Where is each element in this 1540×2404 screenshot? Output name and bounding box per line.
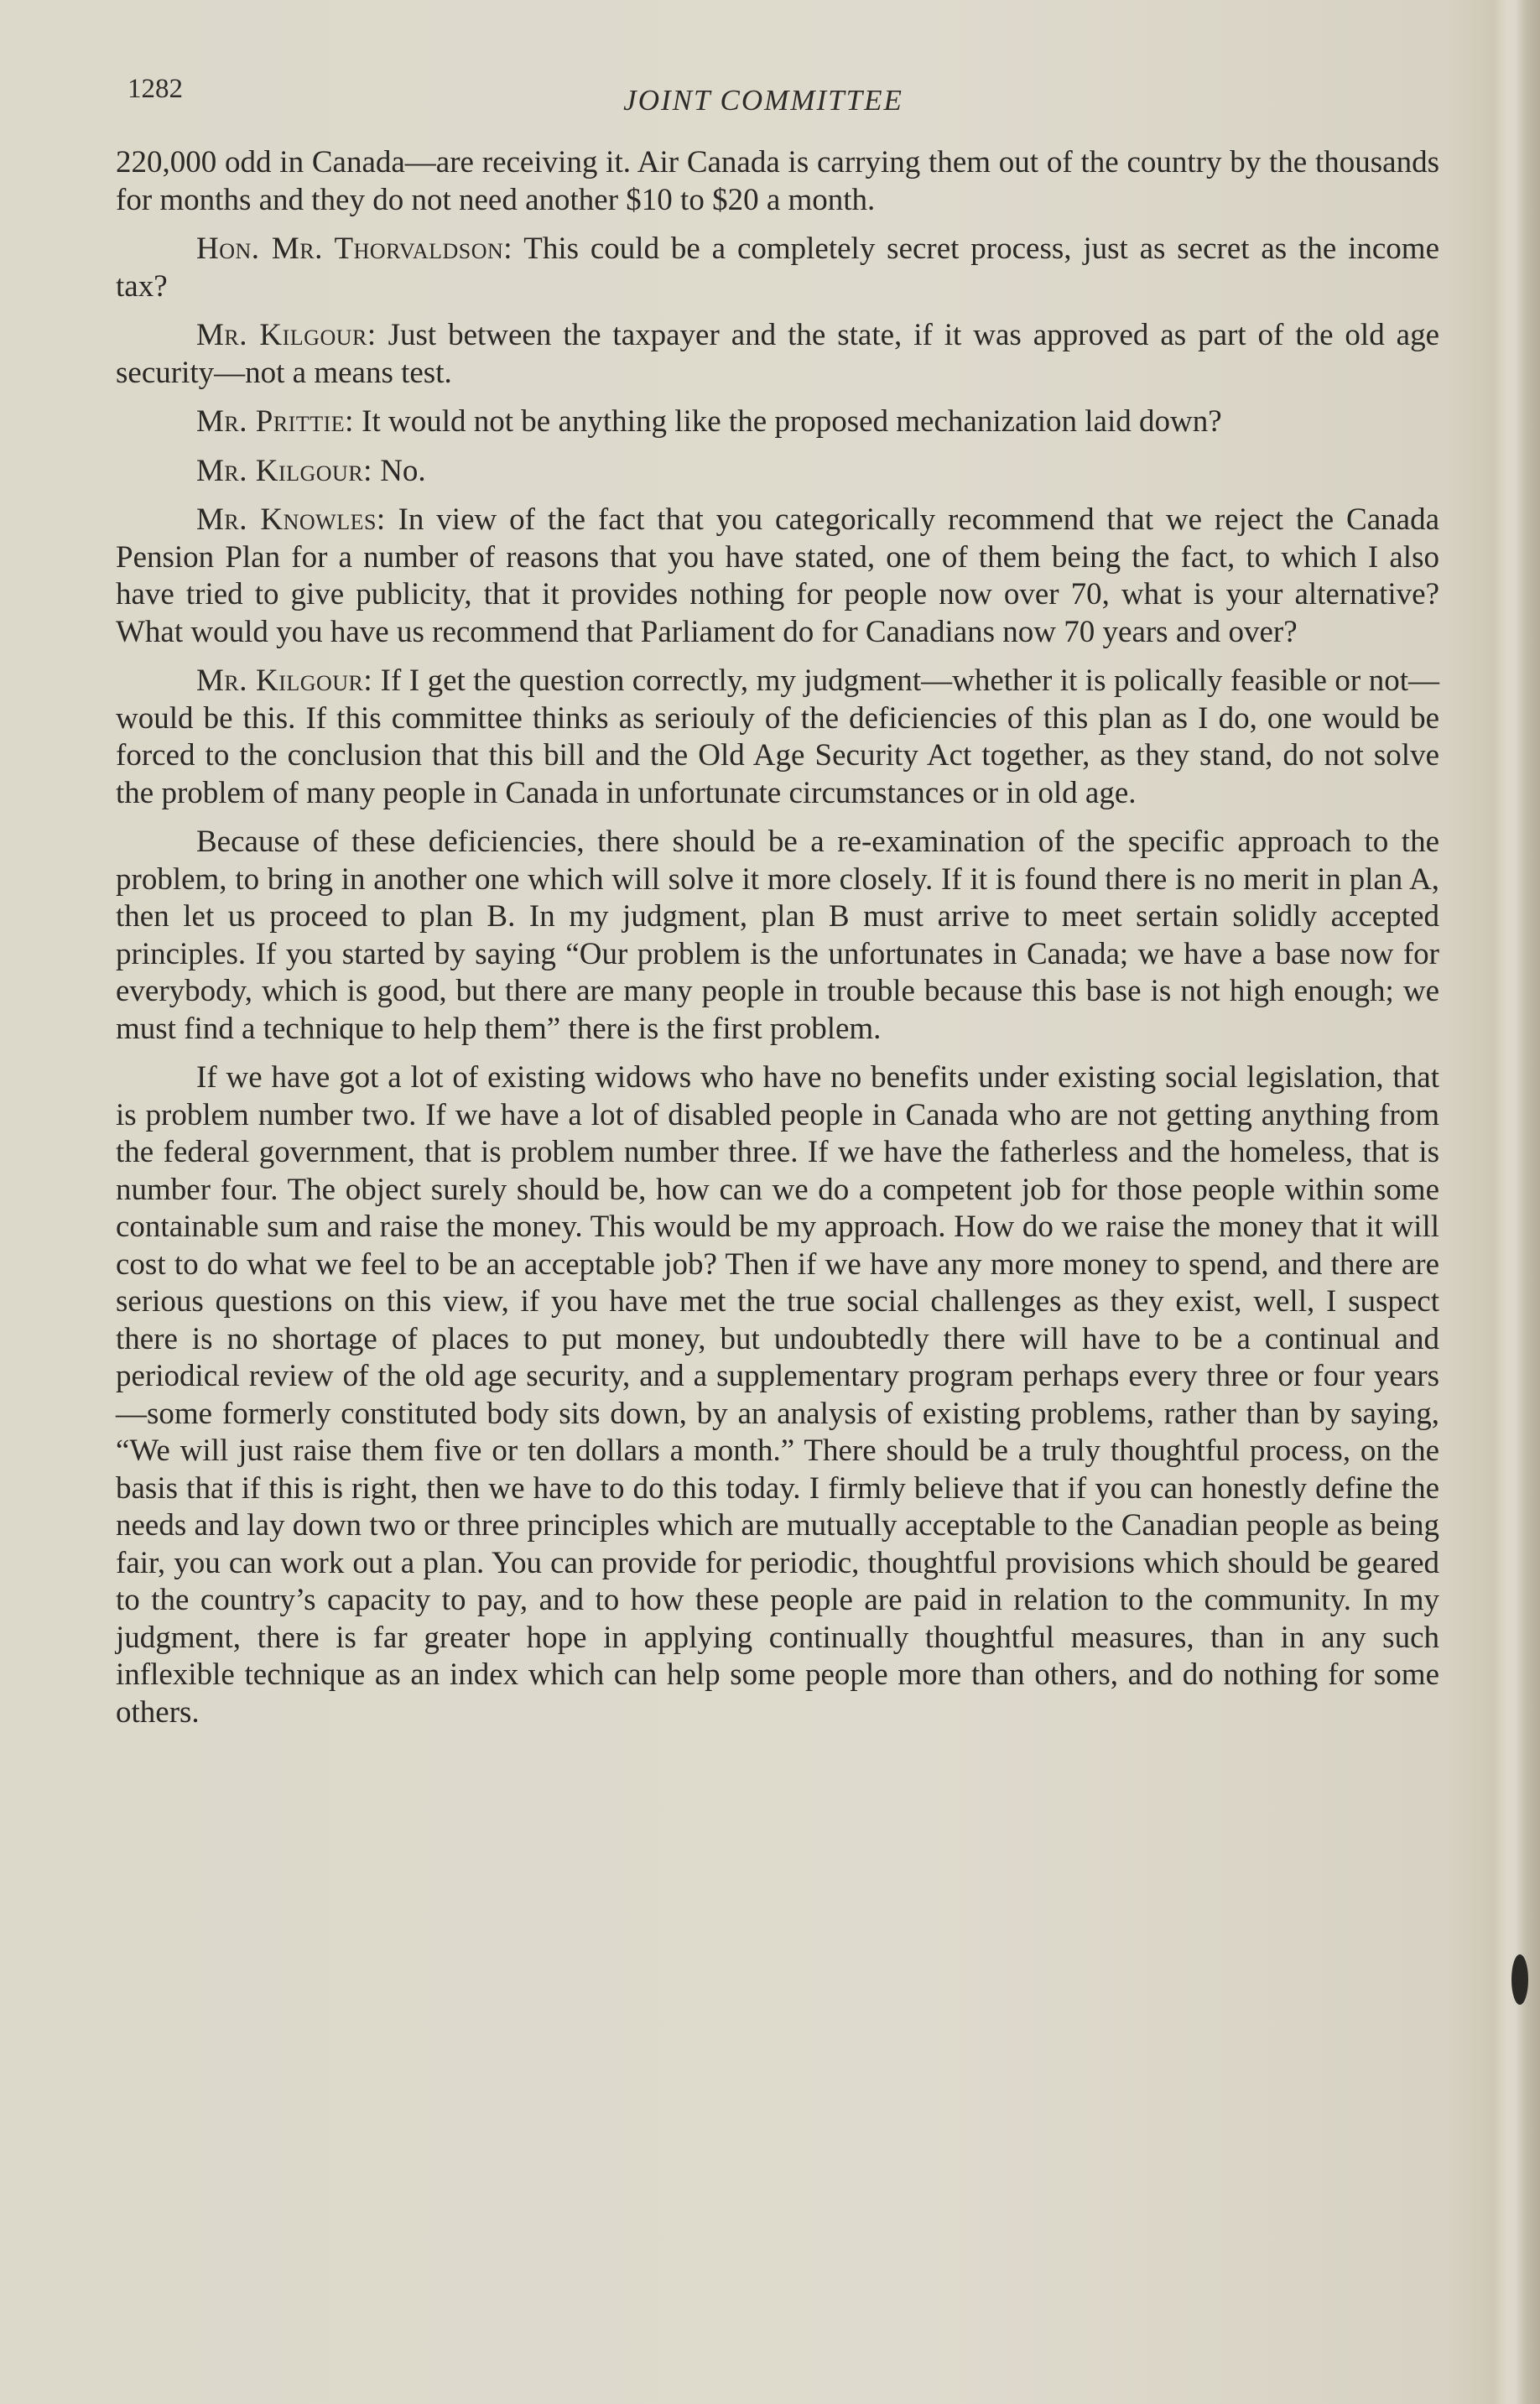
speaker-name: Mr. Kilgour: [196, 318, 377, 352]
paragraph-text: If we have got a lot of existing widows who have no benefits under existing social legislation, that is problem number two. If we have a lot of disabled people in Canada who are not getting anything from the federal government, that is problem number three. If we have the fatherless and the homeless, that is number four. The object surely should be, how can we do a competent job for those people within some containable sum and raise the money. This would be my approach. How do we raise the money that it will cost to do what we feel to be an acceptable job? Then if we have any more money to spend, and there are serious questions on this view, if you have met the true social challenges as they exist, well, I suspect there is no shortage of places to put money, but undoubtedly there will have to be a continual and periodical review of the old age security, and a supplementary program perhaps every three or four years—some formerly constituted body sits down, by an analysis of existing problems, rather than by saying, “We will just raise them five or ten dollars a month.” There should be a truly thoughtful process, on the basis that if this is right, then we have to do this today. I firmly believe that if you can honestly define the needs and lay down two or three principles which are mutually acceptable to the Canadian people as being fair, you can work out a plan. You can provide for periodic, thoughtful provisions which should be geared to the country’s capacity to pay, and to how these people are paid in relation to the community. In my judgment, there is far greater hope in applying continually thoughtful measures, than in any such inflexible technique as an index which can help some people more than others, and do nothing for some others. [116, 1060, 1439, 1730]
page-number: 1282 [127, 74, 183, 104]
paragraph-thorvaldson [116, 231, 1439, 305]
paragraph-knowles [116, 502, 1439, 651]
paragraph-text: In view of the fact that you categorically recommend that we reject the Canada Pension Plan for a number of reasons that you have stated, one of them being the fact, to which I also have tried to give publicity, that it provides nothing for people now over 70, what is your alternative? What would you have us recommend that Parliament do for Canadians now 70 years and over? [116, 502, 1439, 649]
paragraph-text: No. [372, 453, 426, 488]
text-body [116, 144, 1439, 1743]
paragraph-text: Because of these deficiencies, there should be a re-examination of the specific approach to the problem, to bring in another one which will solve it more closely. If it is found there is no merit in plan A, then let us proceed to plan B. In my judgment, plan B must arrive to meet sertain solidly accepted principles. If you started by saying “Our problem is the unfortunates in Canada; we have a base now for everybody, which is good, but there are many people in trouble because this base is not high enough; we must find a technique to help them” there is the first problem. [116, 825, 1439, 1046]
paragraph-prittie [116, 403, 1439, 441]
paragraph-continuation [116, 144, 1439, 219]
page-spine-shadow [1506, 0, 1540, 2404]
paragraph-kilgour-1 [116, 317, 1439, 392]
speaker-name: Mr. Kilgour: [196, 663, 373, 698]
paragraph-text: Just between the taxpayer and the state, if it was approved as part of the old age security—not a means test. [116, 318, 1439, 390]
paragraph-text: If I get the question correctly, my judgment—whether it is polically feasible or not—would be this. If this committee thinks as seriouly of the deficiencies of this plan as I do, one would be forced to the conclusion that this bill and the Old Age Security Act together, as they stand, do not solve the problem of many people in Canada in unfortunate circumstances or in old age. [116, 663, 1440, 810]
paragraph-problems [116, 1059, 1439, 1731]
paragraph-plan-b [116, 824, 1439, 1048]
paragraph-kilgour-2 [116, 453, 1439, 491]
speaker-name: Mr. Knowles: [196, 502, 386, 537]
paragraph-text: This could be a completely secret process, just as secret as the income tax? [116, 232, 1439, 304]
paragraph-text: It would not be anything like the proposed mechanization laid down? [353, 404, 1222, 439]
running-head-title: JOINT COMMITTEE [623, 84, 903, 117]
speaker-name: Mr. Prittie: [196, 404, 354, 439]
binding-hole-mark [1511, 1954, 1528, 2005]
paragraph-text: 220,000 odd in Canada—are receiving it. Air Canada is carrying them out of the country by the thousands for months and they do not need another $10 to $20 a month. [116, 145, 1439, 217]
paragraph-kilgour-3 [116, 663, 1439, 812]
speaker-name: Mr. Kilgour: [196, 453, 372, 488]
speaker-name: Hon. Mr. Thorvaldson: [196, 232, 513, 266]
